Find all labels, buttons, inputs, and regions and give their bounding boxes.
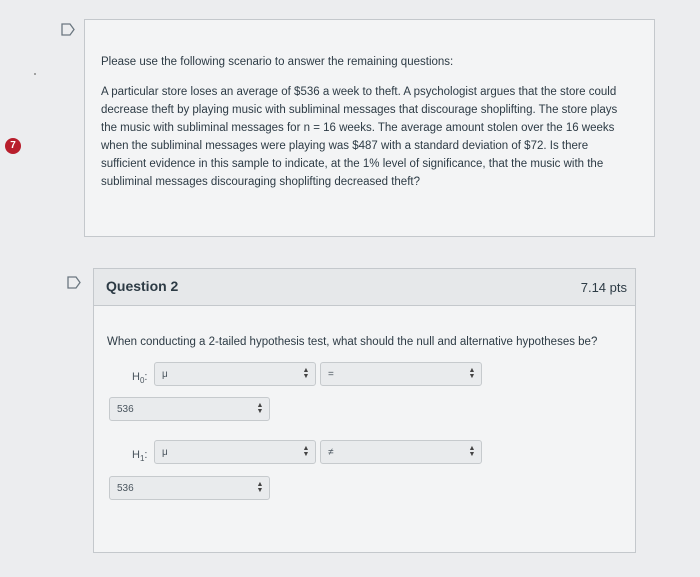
scenario-text: A particular store loses an average of $536 a week to theft. A psychologist argues that the store could decrease theft by playing music with subliminal messages that discourage shoplifting. The store plays the music with subliminal messages for n = 16 weeks. The average amount stolen over the 16 weeks when the subliminal messages were playing was $487 with a standard deviation of $72. Is there sufficient evidence in this sample to indicate, at the 1% level of significance, that the music with the subliminal messages discouraging shoplifting decreased theft? (101, 86, 618, 188)
select-arrows-icon: ▲ ▼ (468, 445, 476, 458)
h0-operator-value: = (328, 369, 334, 380)
h0-label: $H_0$: (132, 371, 148, 386)
select-arrows-icon: ▲ ▼ (468, 367, 476, 380)
h0-operator-select[interactable] (320, 362, 482, 386)
h0-number-value: 536 (117, 404, 134, 415)
question-header (94, 269, 635, 306)
h0-value-select[interactable] (109, 397, 270, 421)
h1-number-value: 536 (117, 483, 134, 494)
select-arrows-icon: ▲ ▼ (256, 481, 264, 494)
h0-parameter-select[interactable] (154, 362, 316, 386)
decorative-dot (34, 73, 36, 75)
h1-label: $H_1$: (132, 449, 148, 464)
h0-parameter-value: μ (162, 369, 168, 380)
h0-subscript: 0 (139, 376, 145, 386)
h1-letter: H (132, 449, 140, 461)
h1-subscript: 1 (139, 454, 145, 464)
flag-question-icon[interactable] (61, 23, 75, 36)
h0-letter: H (132, 371, 140, 383)
select-arrows-icon: ▲ ▼ (302, 445, 310, 458)
h1-operator-select[interactable] (320, 440, 482, 464)
flag-question-icon[interactable] (67, 276, 81, 289)
h1-operator-value: ≠ (328, 447, 334, 458)
select-arrows-icon: ▲ ▼ (256, 402, 264, 415)
question-title: Question 2 (106, 278, 179, 294)
question-points: 7.14 pts (580, 280, 627, 295)
h1-parameter-value: μ (162, 447, 168, 458)
scenario-card (84, 19, 655, 237)
question-number-badge: 7 (5, 138, 21, 154)
scenario-intro: Please use the following scenario to answer the remaining questions: (101, 56, 454, 68)
h1-parameter-select[interactable] (154, 440, 316, 464)
select-arrows-icon: ▲ ▼ (302, 367, 310, 380)
question-2-card (93, 268, 636, 553)
h1-value-select[interactable] (109, 476, 270, 500)
question-prompt: When conducting a 2-tailed hypothesis test, what should the null and alternative hypotheses be? (107, 336, 598, 348)
